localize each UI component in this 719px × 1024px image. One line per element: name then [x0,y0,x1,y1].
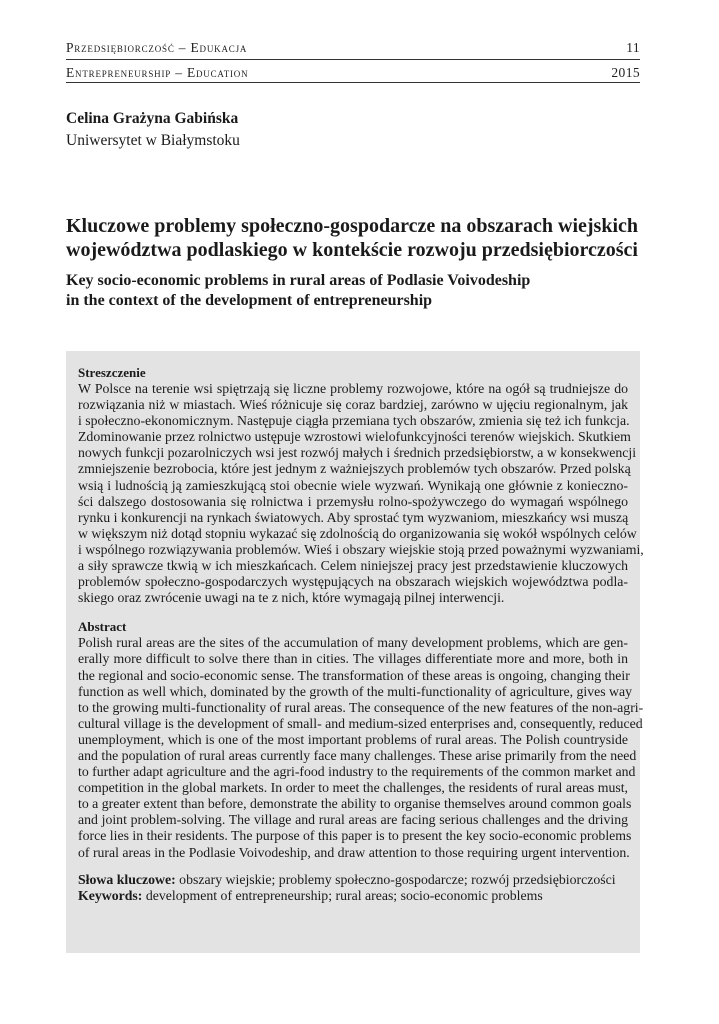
keywords-polish-label: Słowa kluczowe: [78,871,176,887]
streszczenie-line: w większym niż dotąd stopniu wykazać się zdolnością do organizowania się wokół wspólnych celów [78,525,637,541]
title-english-line-2: in the context of the development of entrepreneurship [66,292,433,309]
abstract-line: cultural village is the development of small- and medium-sized enterprises and, consequently, reduced [78,715,643,731]
abstract-line: to further adapt agriculture and the agri-food industry to the requirements of the common market and [78,764,636,780]
keywords-english-text: development of entrepreneurship; rural areas; socio-economic problems [142,887,543,903]
abstract-line: of rural areas in the Podlasie Voivodeship, and draw attention to those requiring urgent intervention. [78,844,630,860]
issue-number: 11 [626,40,640,55]
abstract-line: function as well which, dominated by the growth of the multi-functionality of agriculture, gives way [78,683,633,699]
abstract-line: Polish rural areas are the sites of the accumulation of many development problems, which are gen- [78,635,628,651]
streszczenie-line: zmniejszenie bezrobocia, które jest jednym z ważniejszych problemów tych obszarów. Przed polską [78,461,631,477]
journal-title-pl: Przedsiębiorczość – Edukacja [66,40,248,55]
title-english [66,271,646,311]
streszczenie-text [78,381,644,606]
running-header-bottom [66,65,640,81]
abstract-heading: Abstract [78,619,127,635]
header-rule-bottom [66,82,640,83]
title-polish [66,214,646,262]
abstract-line: erally more difficult to solve there than in cities. The villages differentiate more and more, both in [78,651,628,667]
author-name: Celina Grażyna Gabińska [66,110,239,127]
keywords-english-label: Keywords: [78,887,143,903]
keywords-polish-text: obszary wiejskie; problemy społeczno-gospodarcze; rozwój przedsiębiorczości [175,871,616,887]
journal-title-en: Entrepreneurship – Education [66,65,249,80]
abstract-line: competition in the global markets. In order to meet the challenges, the residents of rural areas must, [78,780,628,796]
header-rule-top [66,59,640,60]
abstract-line: to the growing multi-functionality of rural areas. The consequence of the new features of the non-agri- [78,699,644,715]
streszczenie-line: ści dalszego dostosowania się rolnictwa i przemysłu rolno-spożywczego do wymagań wspólnego [78,493,628,509]
streszczenie-line: nowych funkcji pozarolniczych wsi jest rozwój małych i średnich przedsiębiorstw, a w konsekwencji [78,445,637,461]
streszczenie-line: i wspólnego rozwiązywania problemów. Wieś i obszary wiejskie stoją przed poważnymi wyzwaniami, [78,541,644,557]
publication-year: 2015 [611,65,640,80]
abstract-line: unemployment, which is one of the most important problems of rural areas. The Polish countryside [78,731,628,747]
streszczenie-line: W Polsce na terenie wsi spiętrzają się liczne problemy rozwojowe, które na ogół są trudniejsze do [78,381,628,396]
abstract-line: force lies in their residents. The purpose of this paper is to present the key socio-economic problems [78,828,632,844]
streszczenie-line: rynku i konkurencji na rynkach światowych. Aby sprostać tym wyzwaniom, mieszkańcy wsi muszą [78,509,629,525]
author-affiliation: Uniwersytet w Białymstoku [66,132,240,149]
streszczenie-heading: Streszczenie [78,365,146,380]
streszczenie-line: Zdominowanie przez rolnictwo ustępuje wzrostowi wielofunkcyjności terenów wiejskich. Skutkiem [78,429,631,445]
abstract-line: and the population of rural areas currently face many challenges. These arise primarily from the need [78,747,637,763]
streszczenie-line: i społeczno-ekonomicznym. Następuje ciągła przemiana tych obszarów, zmienia się też ich funkcja. [78,413,630,429]
streszczenie-line: skiego oraz zwrócenie uwagi na te z nich, które wymagają pilnej interwencji. [78,590,505,606]
streszczenie-line: a siły sprawcze tkwią w ich mieszkańcach. Celem niniejszej pracy jest przedstawienie kluczowych [78,558,628,574]
keywords-polish [78,872,628,888]
title-polish-line-2: województwa podlaskiego w kontekście rozwoju przedsiębiorczości [66,239,638,261]
abstract-line: to a greater extent than before, demonstrate the ability to organise themselves around common goals [78,796,632,812]
abstract-line: the regional and socio-economic sense. The transformation of these areas is ongoing, changing their [78,667,630,683]
abstract-text [78,635,644,860]
streszczenie-line: rozwiązania niż w miastach. Wieś różnicuje się coraz bardziej, zarówno w ujęciu regionalnym, jak [78,397,628,413]
abstract-box [66,351,644,953]
streszczenie-line: problemów społeczno-gospodarczych występujących na obszarach wiejskich województwa podla- [78,574,628,590]
title-english-line-1: Key socio-economic problems in rural areas of Podlasie Voivodeship [66,272,531,289]
abstract-line: and joint problem-solving. The village and rural areas are facing serious challenges and the driving [78,812,628,828]
keywords-english [78,888,628,904]
title-polish-line-1: Kluczowe problemy społeczno-gospodarcze na obszarach wiejskich [66,215,639,237]
running-header-top [66,40,640,56]
streszczenie-line: wsią i ludnością ją zamieszkującą stoi obecnie wiele wyzwań. Wynikają one głównie z konieczno- [78,477,628,493]
